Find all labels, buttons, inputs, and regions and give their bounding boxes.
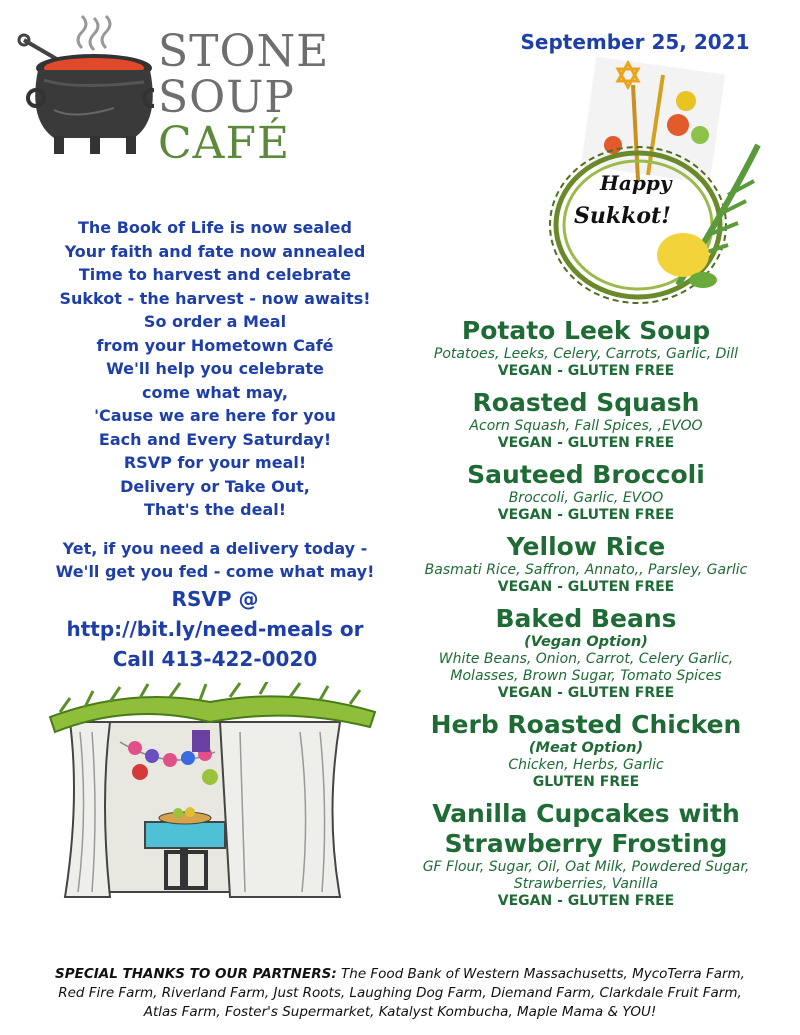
menu-item-desc: Strawberries, Vanilla [513,876,659,892]
menu-item [400,460,772,524]
poem-line: Delivery or Take Out, [120,476,310,496]
logo-text-soup: SOUP [158,72,295,123]
poem-line: 'Cause we are here for you [94,406,336,425]
menu-item-title: Potato Leek Soup [461,316,711,345]
sukkot-wreath-icon [528,55,778,320]
rsvp-link[interactable]: http://bit.ly/need-meals or [66,616,364,641]
thanks-label: SPECIAL THANKS TO OUR PARTNERS: [55,966,337,982]
poem-line: Your faith and fate now annealed [64,241,366,261]
menu-item-diet: VEGAN - GLUTEN FREE [497,507,675,523]
menu-item-title: Baked Beans [495,604,677,633]
soup-pot-icon [14,10,154,160]
menu-item-diet: VEGAN - GLUTEN FREE [497,893,675,909]
greeting-happy: Happy [600,171,672,195]
poem-block [20,216,410,674]
menu-item-title: Yellow Rice [506,532,666,561]
poem-line: Each and Every Saturday! [98,429,332,449]
thanks-line: Atlas Farm, Foster's Supermarket, Katalyst Kombucha, Maple Mama & YOU! [143,1004,657,1020]
poem-line: Sukkot - the harvest - now awaits! [59,288,371,308]
menu-item [400,604,772,702]
logo-text-cafe: CAFÉ [158,118,291,169]
menu-item-diet: GLUTEN FREE [532,774,640,790]
menu-item-title: Vanilla Cupcakes with [432,799,740,828]
poem-line: The Book of Life is now sealed [78,218,352,237]
rsvp-phone[interactable]: Call 413-422-0020 [112,646,318,671]
menu-list [400,316,772,918]
menu-item-desc: Acorn Squash, Fall Spices, ,EVOO [469,418,703,434]
menu-item [400,799,772,910]
thanks-line: Red Fire Farm, Riverland Farm, Just Roots, Laughing Dog Farm, Diemand Farm, Clarkdale Fruit Farm, [58,985,742,1001]
delivery-line: Yet, if you need a delivery today - [62,538,368,558]
menu-item-option: (Meat Option) [528,740,644,756]
menu-item-diet: VEGAN - GLUTEN FREE [497,363,675,379]
menu-item-diet: VEGAN - GLUTEN FREE [497,435,675,451]
poem-line: from your Hometown Café [96,335,334,355]
menu-item [400,316,772,380]
menu-item-desc: Potatoes, Leeks, Celery, Carrots, Garlic, Dill [433,346,739,362]
menu-item-desc: GF Flour, Sugar, Oil, Oat Milk, Powdered Sugar, [422,859,750,875]
menu-item-title: Sauteed Broccoli [467,460,705,489]
poem-line: That's the deal! [143,500,287,519]
menu-item [400,388,772,452]
menu-item [400,710,772,791]
thanks-text: The Food Bank of Western Massachusetts, MycoTerra Farm, [336,966,745,982]
menu-item [400,532,772,596]
menu-item-desc: Chicken, Herbs, Garlic [508,757,664,773]
menu-item-desc: Molasses, Brown Sugar, Tomato Spices [450,668,722,684]
partners-thanks [20,965,780,1022]
menu-item-title: Herb Roasted Chicken [430,710,742,739]
menu-item-desc: Basmati Rice, Saffron, Annato,, Parsley, Garlic [424,562,748,578]
delivery-line: We'll get you fed - come what may! [55,562,375,581]
menu-item-diet: VEGAN - GLUTEN FREE [497,579,675,595]
poem-line: come what may, [142,382,288,402]
poem-line: Time to harvest and celebrate [78,265,352,284]
menu-item-desc: White Beans, Onion, Carrot, Celery Garlic, [438,651,734,667]
poem-line: RSVP for your meal! [123,453,307,472]
sukkah-hut-icon [40,682,380,912]
menu-item-diet: VEGAN - GLUTEN FREE [497,685,675,701]
logo-text-stone: STONE [158,26,330,77]
poem-line: We'll help you celebrate [106,359,324,378]
menu-item-title: Roasted Squash [472,388,700,417]
menu-item-title: Strawberry Frosting [444,829,728,858]
menu-item-option: (Vegan Option) [524,634,648,650]
rsvp-label: RSVP @ [171,586,259,611]
poem-line: So order a Meal [143,312,287,331]
event-date: September 25, 2021 [520,30,750,54]
menu-item-desc: Broccoli, Garlic, EVOO [508,490,664,506]
greeting-sukkot: Sukkot! [574,203,671,229]
thanks-line [20,965,780,984]
